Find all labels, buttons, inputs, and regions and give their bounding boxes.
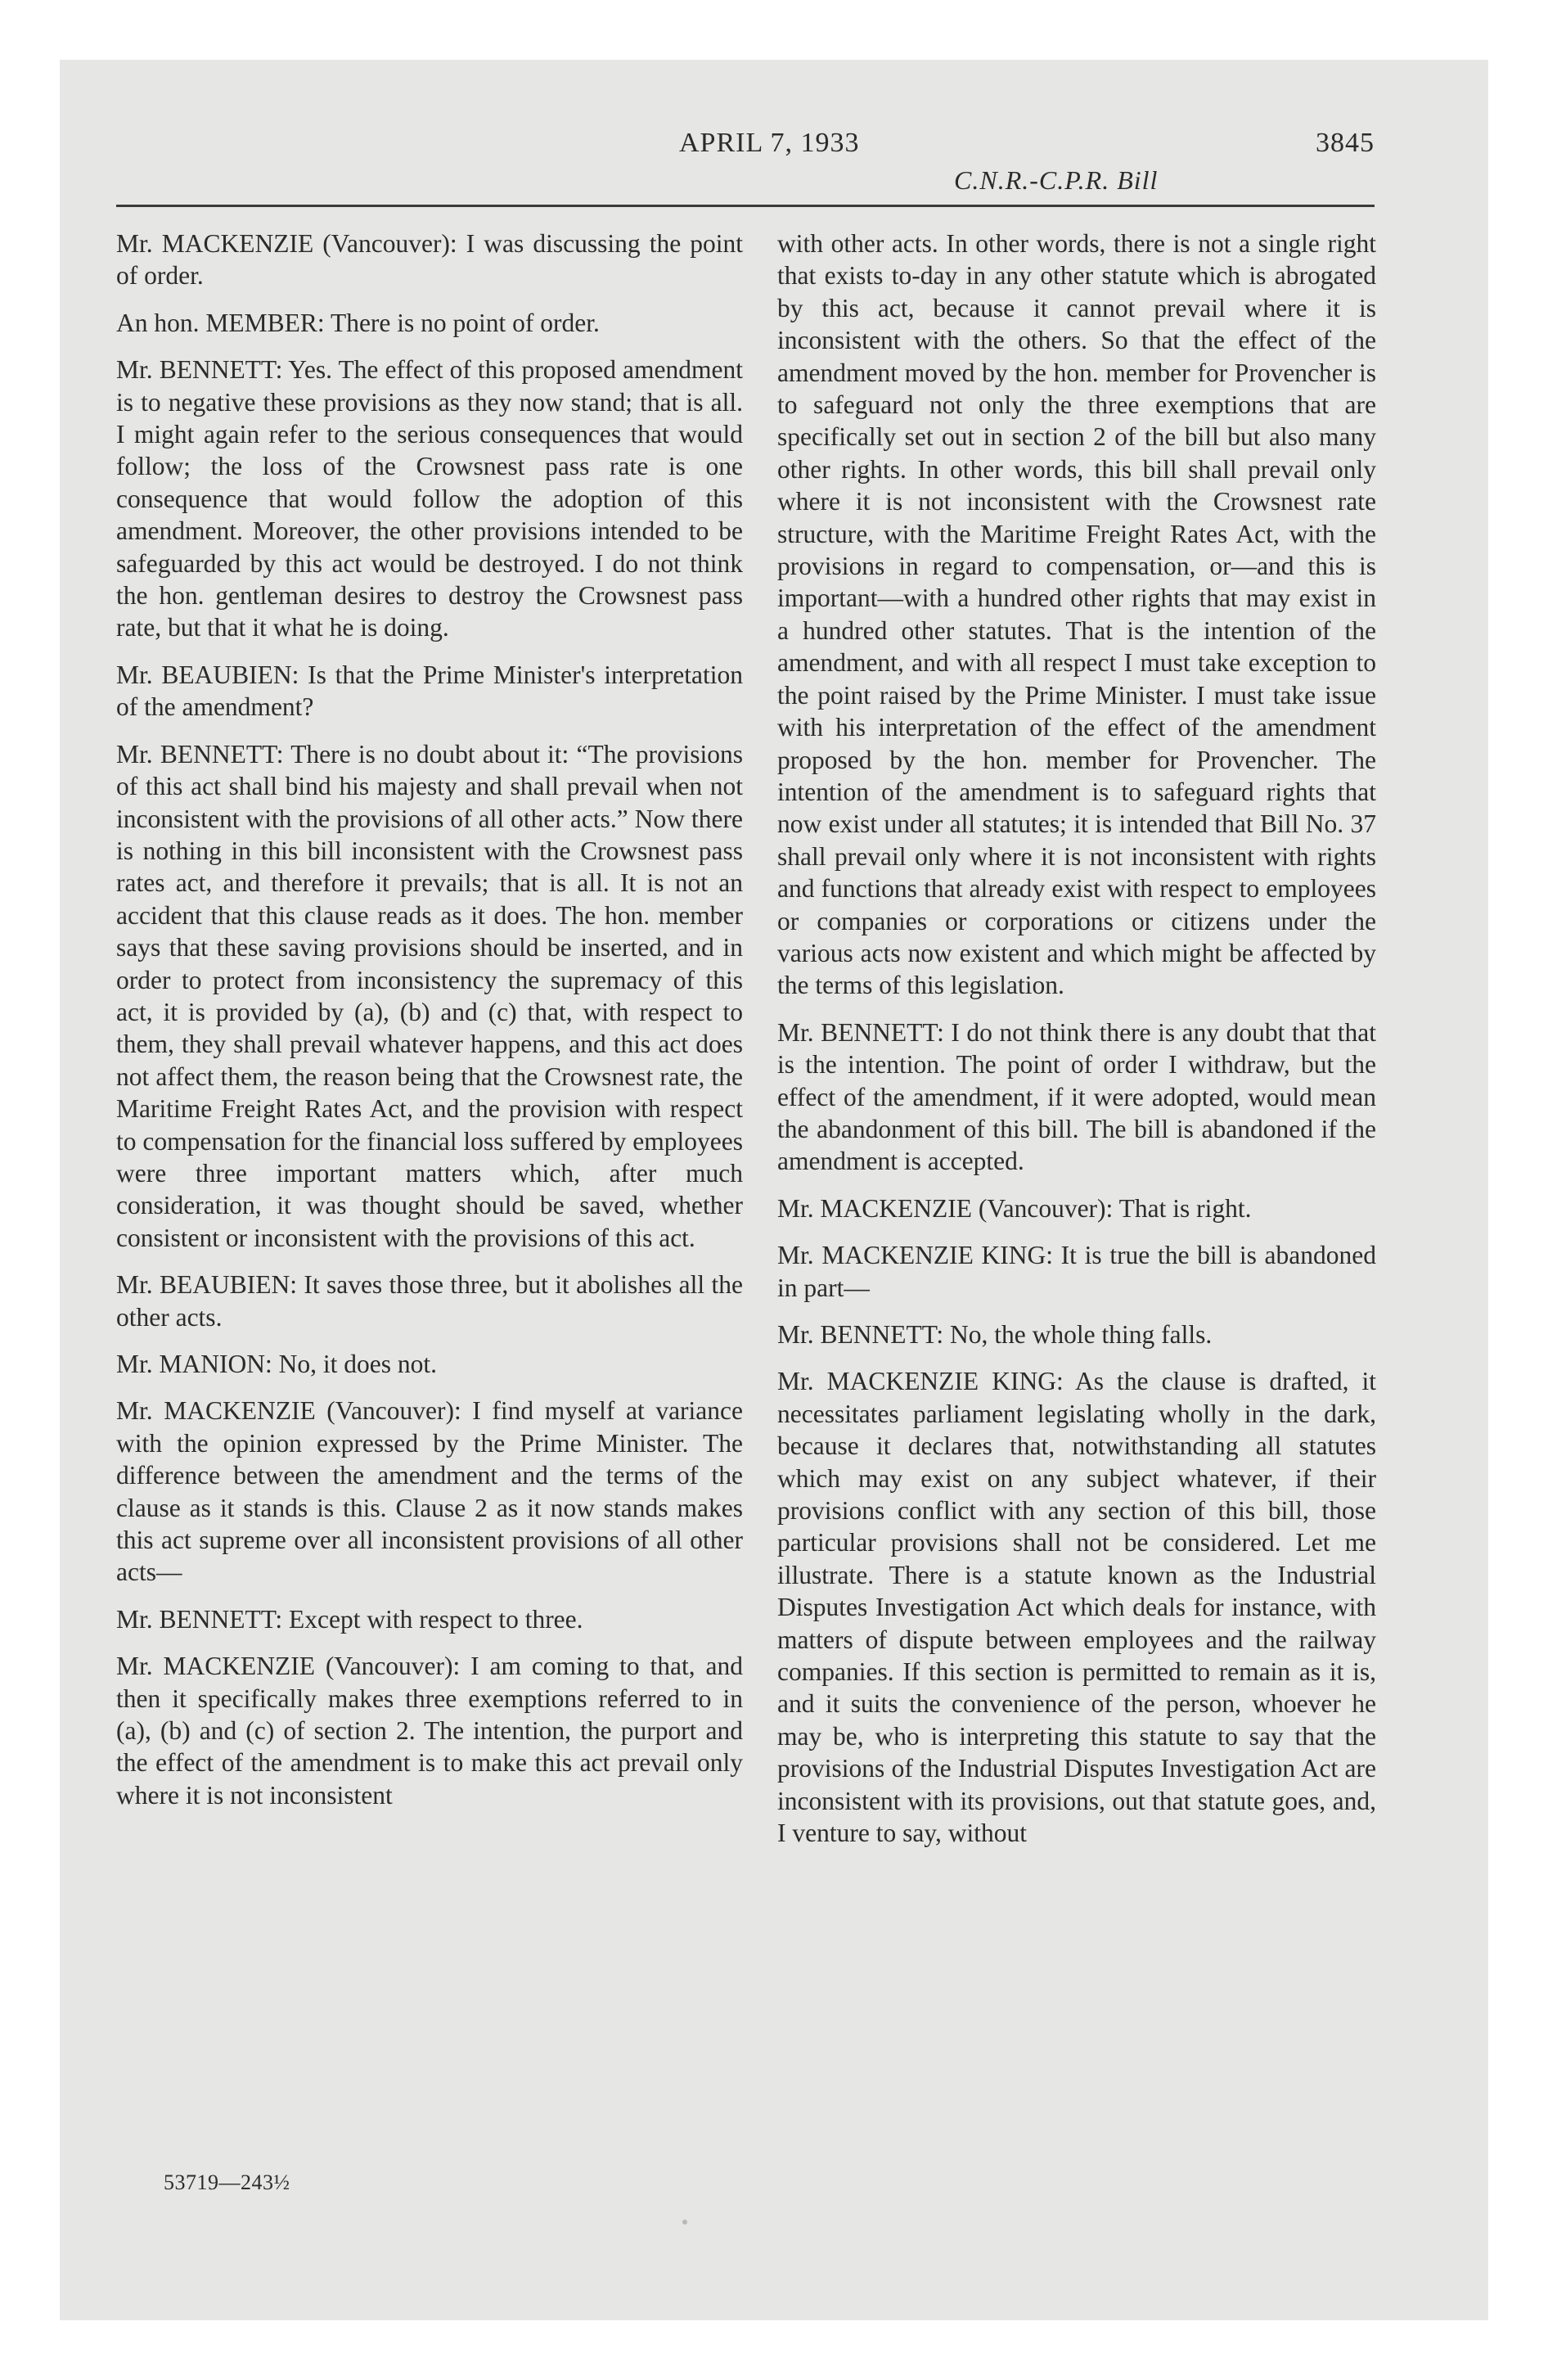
print-code-footnote: 53719—243½: [164, 2170, 290, 2194]
paragraph: Mr. MACKENZIE (Vancouver): I am coming to that, and then it specifically makes three exemptions referred to in (a), (b) and (c) of section 2. The intention, the purport and the effect of the amendment is to make this act prevail only where it is not inconsistent: [116, 1652, 743, 1810]
header-rule: [116, 205, 1375, 207]
paragraph: Mr. MACKENZIE (Vancouver): I was discussing the point of order.: [116, 229, 743, 291]
paragraph: with other acts. In other words, there is not a single right that exists to-day in any other statute which is abrogated by this act, because it cannot prevail where it is inconsistent with the others. So that the effect of the amendment moved by the hon. member for Provencher is to safeguard not only the three exemptions that are specifically set out in section 2 of the bill but also many other rights. In other words, this bill shall prevail only where it is not inconsistent with the Crowsnest rate structure, with the Maritime Freight Rates Act, with the provisions in regard to compensation, or—and this is important—with a hundred other rights that may exist in a hundred other statutes. That is the intention of the amendment, and with all respect I must take exception to the point raised by the Prime Minister. I must take issue with his interpretation of the effect of the amendment proposed by the hon. member for Provencher. The intention of the amendment is to safeguard rights that now exist under all statutes; it is intended that Bill No. 37 shall prevail only where it is not inconsistent with rights and functions that already exist with respect to employees or companies or corporations or citizens under the various acts now existent and which might be affected by the terms of this legislation.: [777, 229, 1376, 1000]
scan-speck: [682, 2220, 687, 2224]
page-header: [116, 123, 1375, 195]
paragraph: Mr. BENNETT: Yes. The effect of this proposed amendment is to negative these provisions as they now stand; that is all. I might again refer to the serious consequences that would follow; the loss of the Crowsnest pass rate is one consequence that would follow the adoption of this amendment. Moreover, the other provisions intended to be safeguarded by this act would be destroyed. I do not think the hon. gentleman desires to destroy the Crowsnest pass rate, but that it what he is doing.: [116, 355, 743, 642]
paragraph: Mr. BEAUBIEN: It saves those three, but it abolishes all the other acts.: [116, 1270, 743, 1332]
paragraph: Mr. BENNETT: No, the whole thing falls.: [777, 1320, 1213, 1349]
paragraph: Mr. BENNETT: There is no doubt about it: “The provisions of this act shall bind his majesty and shall prevail when not inconsistent with the provisions of all other acts.” Now there is nothing in this bill inconsistent with the Crowsnest pass rates act, and therefore it prevails; that is all. It is not an accident that this clause reads as it does. The hon. member says that these saving provisions should be inserted, and in order to protect from inconsistency the supremacy of this act, it is provided by (a), (b) and (c) that, with respect to them, they shall prevail whatever happens, and this act does not affect them, the reason being that the Crowsnest rate, the Maritime Freight Rates Act, and the provision with respect to compensation for the financial loss suffered by employees were three important matters which, after much consideration, it was thought should be saved, whether consistent or inconsistent with the provisions of this act.: [116, 739, 743, 1252]
page-number: 3845: [1316, 128, 1375, 158]
paragraph: Mr. MACKENZIE (Vancouver): That is right.: [777, 1193, 1252, 1223]
page-date: APRIL 7, 1933: [679, 128, 860, 158]
right-column: [777, 228, 1376, 1864]
running-title: C.N.R.-C.P.R. Bill: [954, 165, 1159, 195]
paragraph: Mr. MACKENZIE KING: As the clause is drafted, it necessitates parliament legislating wholly in the dark, because it declares that, notwithstanding all statutes which may exist on any subject whatever, if their provisions conflict with any section of this bill, those particular provisions shall not be considered. Let me illustrate. There is a statute known as the Industrial Disputes Investigation Act which deals for instance, with matters of dispute between employees and the railway companies. If this section is permitted to remain as it is, and it suits the convenience of the person, whoever he may be, who is interpreting this statute to say that the provisions of the Industrial Disputes Investigation Act are inconsistent with its provisions, out that statute goes, and, I venture to say, without: [777, 1367, 1376, 1848]
paragraph: Mr. BEAUBIEN: Is that the Prime Minister's interpretation of the amendment?: [116, 660, 743, 722]
paragraph: An hon. MEMBER: There is no point of order.: [116, 308, 600, 337]
paragraph: Mr. MACKENZIE (Vancouver): I find myself at variance with the opinion expressed by the Prime Minister. The difference between the amendment and the terms of the clause as it stands is this. Clause 2 as it now stands makes this act supreme over all inconsistent provisions of all other acts—: [116, 1396, 743, 1587]
paragraph: Mr. BENNETT: I do not think there is any doubt that that is the intention. The point of order I withdraw, but the effect of the amendment, if it were adopted, would mean the abandonment of this bill. The bill is abandoned if the amendment is accepted.: [777, 1017, 1376, 1176]
paragraph: Mr. MANION: No, it does not.: [116, 1350, 437, 1378]
paragraph: Mr. BENNETT: Except with respect to three.: [116, 1604, 583, 1634]
paragraph: Mr. MACKENZIE KING: It is true the bill is abandoned in part—: [777, 1241, 1376, 1302]
left-column: [116, 228, 743, 1826]
